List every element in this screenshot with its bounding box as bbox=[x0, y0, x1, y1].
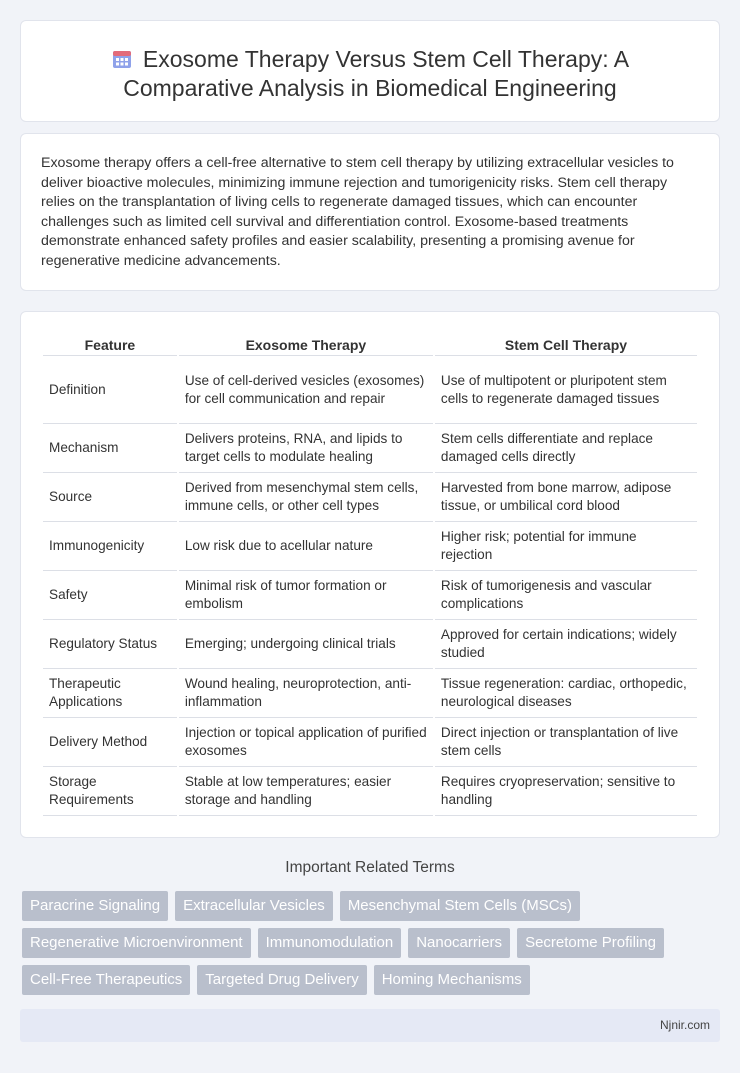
summary-card bbox=[20, 133, 720, 291]
related-terms-list bbox=[22, 891, 722, 995]
related-terms-heading: Important Related Terms bbox=[285, 859, 455, 876]
exosome-cell: Emerging; undergoing clinical trials bbox=[179, 620, 433, 669]
exosome-cell: Minimal risk of tumor formation or embolism bbox=[179, 571, 433, 620]
title-card bbox=[20, 20, 720, 122]
exosome-cell: Stable at low temperatures; easier storage and handling bbox=[179, 767, 433, 816]
table-row bbox=[43, 669, 697, 718]
feature-cell: Regulatory Status bbox=[43, 620, 177, 669]
exosome-cell: Delivers proteins, RNA, and lipids to target cells to modulate healing bbox=[179, 424, 433, 473]
related-term-tag[interactable]: Immunomodulation bbox=[258, 928, 402, 958]
stem-cell-cell: Use of multipotent or pluripotent stem cells to regenerate damaged tissues bbox=[435, 356, 697, 424]
stem-cell-cell: Approved for certain indications; widely studied bbox=[435, 620, 697, 669]
table-row bbox=[43, 767, 697, 816]
stem-cell-cell: Harvested from bone marrow, adipose tissue, or umbilical cord blood bbox=[435, 473, 697, 522]
feature-cell: Therapeutic Applications bbox=[43, 669, 177, 718]
table-row bbox=[43, 522, 697, 571]
feature-cell: Storage Requirements bbox=[43, 767, 177, 816]
stem-cell-cell: Tissue regeneration: cardiac, orthopedic, neurological diseases bbox=[435, 669, 697, 718]
comparison-table-card bbox=[20, 311, 720, 838]
stem-cell-cell: Higher risk; potential for immune rejection bbox=[435, 522, 697, 571]
footer bbox=[20, 1009, 720, 1042]
page-title-text: Exosome Therapy Versus Stem Cell Therapy: A Comparative Analysis in Biomedical Engineering bbox=[123, 46, 630, 101]
exosome-cell: Wound healing, neuroprotection, anti-inflammation bbox=[179, 669, 433, 718]
related-term-tag[interactable]: Mesenchymal Stem Cells (MSCs) bbox=[340, 891, 580, 921]
footer-site-link[interactable]: Njnir.com bbox=[659, 1018, 710, 1032]
feature-cell: Safety bbox=[43, 571, 177, 620]
feature-cell: Source bbox=[43, 473, 177, 522]
related-term-tag[interactable]: Paracrine Signaling bbox=[22, 891, 168, 921]
exosome-cell: Use of cell-derived vesicles (exosomes) for cell communication and repair bbox=[179, 356, 433, 424]
table-row bbox=[43, 473, 697, 522]
related-term-tag[interactable]: Extracellular Vesicles bbox=[175, 891, 333, 921]
feature-cell: Delivery Method bbox=[43, 718, 177, 767]
table-row bbox=[43, 718, 697, 767]
feature-cell: Definition bbox=[43, 356, 177, 424]
exosome-cell: Derived from mesenchymal stem cells, immune cells, or other cell types bbox=[179, 473, 433, 522]
feature-cell: Mechanism bbox=[43, 424, 177, 473]
table-row bbox=[43, 356, 697, 424]
table-header-row bbox=[43, 331, 697, 356]
column-header-stem-cell: Stem Cell Therapy bbox=[435, 331, 697, 356]
related-term-tag[interactable]: Targeted Drug Delivery bbox=[197, 965, 366, 995]
calendar-icon bbox=[111, 48, 133, 70]
related-term-tag[interactable]: Cell-Free Therapeutics bbox=[22, 965, 190, 995]
table-row bbox=[43, 571, 697, 620]
table-row bbox=[43, 620, 697, 669]
feature-cell: Immunogenicity bbox=[43, 522, 177, 571]
stem-cell-cell: Stem cells differentiate and replace damaged cells directly bbox=[435, 424, 697, 473]
column-header-feature: Feature bbox=[43, 331, 177, 356]
stem-cell-cell: Risk of tumorigenesis and vascular complications bbox=[435, 571, 697, 620]
stem-cell-cell: Direct injection or transplantation of live stem cells bbox=[435, 718, 697, 767]
comparison-table bbox=[41, 331, 699, 816]
related-term-tag[interactable]: Nanocarriers bbox=[408, 928, 510, 958]
exosome-cell: Low risk due to acellular nature bbox=[179, 522, 433, 571]
table-row bbox=[43, 424, 697, 473]
stem-cell-cell: Requires cryopreservation; sensitive to handling bbox=[435, 767, 697, 816]
related-term-tag[interactable]: Secretome Profiling bbox=[517, 928, 664, 958]
related-term-tag[interactable]: Homing Mechanisms bbox=[374, 965, 530, 995]
summary-text: Exosome therapy offers a cell-free alternative to stem cell therapy by utilizing extracellular vesicles to deliver bioactive molecules, minimizing immune rejection and tumorigenicity risks. Stem cell therapy relies on the transplantation of living cells to regenerate damaged tissues, which can encounter challenges such as limited cell survival and differentiation control. Exosome-based treatments demonstrate enhanced safety profiles and easier scalability, presenting a promising avenue for regenerative medicine advancements. bbox=[41, 155, 674, 269]
page-title bbox=[21, 21, 719, 103]
related-term-tag[interactable]: Regenerative Microenvironment bbox=[22, 928, 251, 958]
exosome-cell: Injection or topical application of purified exosomes bbox=[179, 718, 433, 767]
column-header-exosome: Exosome Therapy bbox=[179, 331, 433, 356]
